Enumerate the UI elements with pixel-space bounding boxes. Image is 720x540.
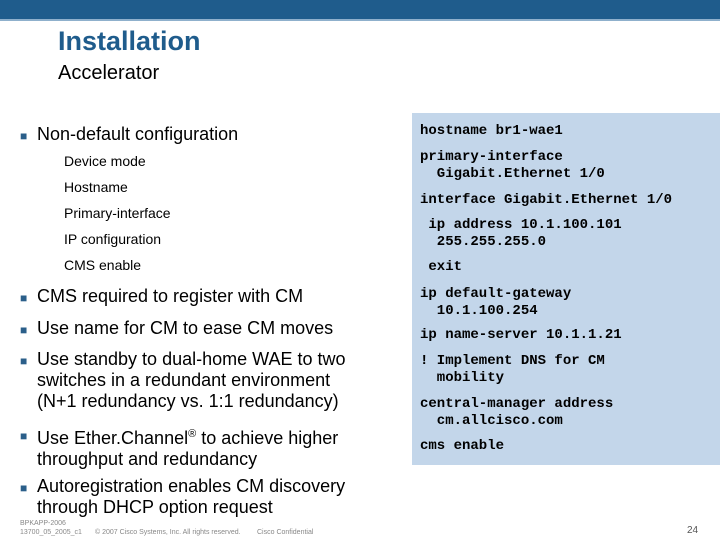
footer-copyright: © 2007 Cisco Systems, Inc. All rights reserved. <box>95 529 241 536</box>
bullet-text: Use name for CM to ease CM moves <box>37 318 334 338</box>
slide-title: Installation <box>58 26 201 56</box>
bullet-etherchannel <box>20 424 338 470</box>
sub-item-hostname: Hostname <box>64 179 128 195</box>
code-line-cms-enable: cms enable <box>420 438 505 454</box>
bullet-text: Use standby to dual-home WAE to two switches in a redundant environment (N+1 redundancy vs. 1:1 redundancy) <box>37 349 346 411</box>
bullet-non-default-config <box>20 124 238 147</box>
etherchannel-text-b: to achieve higher throughput and redundancy <box>37 428 339 469</box>
bullet-use-standby <box>20 349 345 412</box>
code-line-exit: exit <box>420 259 463 275</box>
bullet-marker-icon: ■ <box>20 481 28 495</box>
code-line-central-manager: central-manager address cm.allcisco.com <box>420 396 614 429</box>
code-line-hostname: hostname br1-wae1 <box>420 123 563 139</box>
top-banner-shadow <box>0 19 720 21</box>
sub-item-primary-interface: Primary-interface <box>64 205 171 221</box>
registered-mark: ® <box>188 428 197 440</box>
bullet-marker-icon: ■ <box>20 291 28 305</box>
etherchannel-text-a: Use Ether.Channel <box>37 428 189 448</box>
slide-subtitle: Accelerator <box>58 62 160 84</box>
bullet-text: CMS required to register with CM <box>37 286 304 306</box>
bullet-marker-icon: ■ <box>20 429 28 443</box>
sub-item-cms-enable: CMS enable <box>64 257 142 273</box>
sub-item-device-mode: Device mode <box>64 153 146 169</box>
bullet-use-name <box>20 318 333 341</box>
top-banner <box>0 0 720 19</box>
code-line-dns-comment: ! Implement DNS for CM mobility <box>420 353 605 386</box>
footer-session-code: 13700_05_2005_c1 <box>20 529 82 536</box>
bullet-text <box>37 424 338 470</box>
sub-item-ip-configuration: IP configuration <box>64 231 162 247</box>
footer-confidential: Cisco Confidential <box>257 529 314 536</box>
bullet-cms-register <box>20 286 303 309</box>
bullet-text: Autoregistration enables CM discovery through DHCP option request <box>37 476 346 517</box>
bullet-text: Non-default configuration <box>37 124 239 144</box>
bullet-marker-icon: ■ <box>20 129 28 143</box>
bullet-autoregistration <box>20 476 345 518</box>
footer-session-id: BPKAPP-2006 <box>20 520 66 527</box>
bullet-marker-icon: ■ <box>20 354 28 368</box>
bullet-marker-icon: ■ <box>20 323 28 337</box>
page-number: 24 <box>687 525 699 536</box>
code-line-primary-interface: primary-interface Gigabit.Ethernet 1/0 <box>420 149 605 182</box>
code-line-interface: interface Gigabit.Ethernet 1/0 <box>420 192 673 208</box>
code-line-default-gateway: ip default-gateway 10.1.100.254 <box>420 286 572 319</box>
code-line-name-server: ip name-server 10.1.1.21 <box>420 327 622 343</box>
code-line-ip-address: ip address 10.1.100.101 255.255.255.0 <box>428 217 622 250</box>
